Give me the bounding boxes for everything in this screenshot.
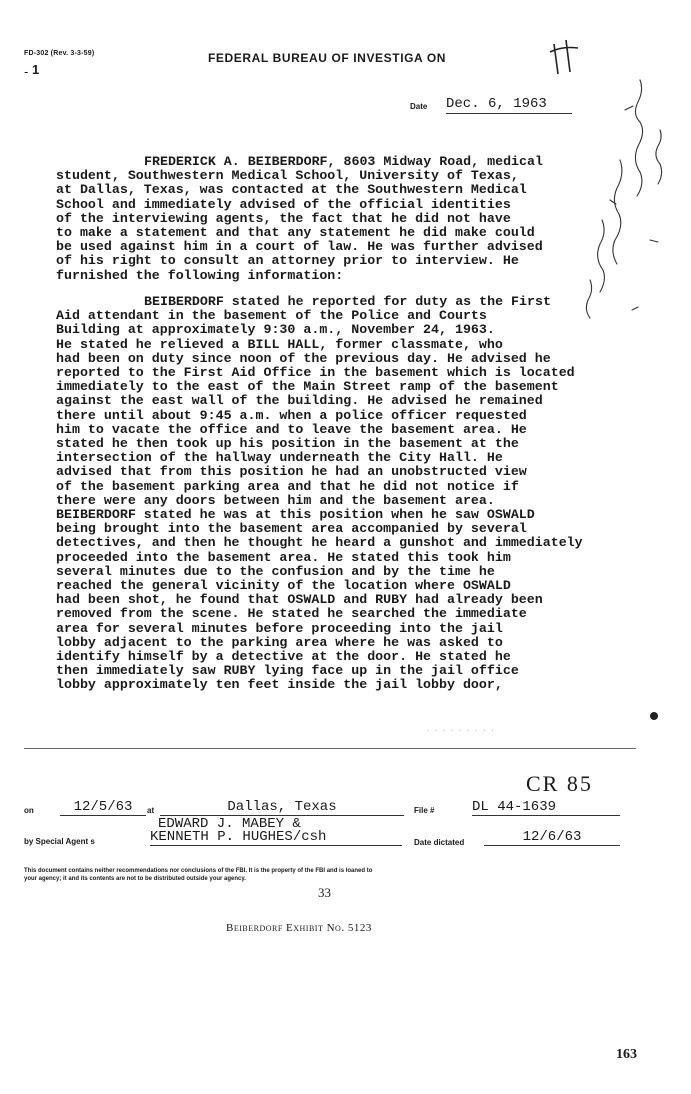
text-line: FREDERICK A. BEIBERDORF, 8603 Midway Road, medical [144, 154, 543, 169]
text-line: identify himself by a detective at the door. He stated he [56, 649, 511, 665]
agency-header: FEDERAL BUREAU OF INVESTIGA ON [208, 51, 447, 65]
text-line: to make a statement and that any statement he did make could [56, 225, 535, 241]
text-line: then immediately saw RUBY lying face up in the jail office [56, 663, 519, 679]
text-line: of his right to consult an attorney prior to interview. He [56, 253, 519, 269]
interview-date: 12/5/63 [60, 799, 146, 816]
date-dictated-label: Date dictated [414, 838, 465, 847]
at-label: at [147, 806, 155, 815]
text-line: had been on duty since noon of the previous day. He advised he [56, 350, 551, 366]
fbi-disclaimer [24, 867, 624, 883]
text-line: several minutes due to the confusion and by the time he [56, 563, 495, 579]
text-line: stated he then took up his position in the basement at the [56, 436, 519, 452]
on-label: on [24, 806, 34, 815]
text-line: of the interviewing agents, the fact that he did not have [56, 210, 511, 226]
divider-line [24, 748, 636, 749]
file-number: DL 44-1639 [472, 799, 620, 816]
interview-location: Dallas, Texas [160, 799, 404, 816]
text-line: furnished the following information: [56, 267, 344, 283]
file-label: File # [414, 806, 435, 815]
text-line: intersection of the hallway underneath the City Hall. He [56, 450, 503, 466]
exhibit-label: Beiberdorf Exhibit No. 5123 [226, 922, 372, 934]
handwritten-margin-notes [580, 70, 680, 370]
text-line: BEIBERDORF stated he reported for duty as the First [144, 294, 551, 309]
text-line: proceeded into the basement area. He stated this took him [56, 549, 511, 565]
form-number: FD-302 (Rev. 3-3-59) [24, 50, 95, 57]
disclaimer-line: This document contains neither recommendations nor conclusions of the FBI. It is the property of the FBI and is loaned to [24, 868, 373, 874]
date-label: Date [410, 102, 428, 111]
text-line: student, Southwestern Medical School, University of Texas, [56, 168, 519, 184]
text-line: lobby approximately ten feet inside the jail lobby door, [56, 677, 503, 693]
text-line: School and immediately advised of the official identities [56, 196, 511, 212]
text-line: removed from the scene. He stated he searched the immediate [56, 606, 527, 622]
text-line: detectives, and then he thought he heard a gunshot and immediately [56, 535, 583, 551]
form-dash: - [24, 64, 29, 79]
text-line: at Dallas, Texas, was contacted at the Southwestern Medical [56, 182, 527, 198]
text-line: reached the general vicinity of the location where OSWALD [56, 578, 511, 594]
handwritten-page-mark: 33 [318, 885, 331, 900]
text-line: be used against him in a court of law. He was further advised [56, 239, 543, 255]
handwritten-file-mark: CR 85 [526, 771, 593, 796]
text-line: advised that from this position he had an unobstructed view [56, 464, 527, 480]
text-line: BEIBERDORF stated he was at this position when he saw OSWALD [56, 507, 535, 523]
text-line: had been shot, he found that OSWALD and RUBY had already been [56, 592, 543, 608]
text-line: against the east wall of the building. He advised he remained [56, 393, 543, 409]
statement-paragraph-2 [56, 295, 616, 693]
text-line: He stated he relieved a BILL HALL, former classmate, who [56, 336, 503, 352]
disclaimer-line: your agency; it and its contents are not to be distributed outside your agency. [24, 876, 246, 882]
special-agent-label: by Special Agent s [24, 837, 95, 846]
handwritten-corner-mark [546, 36, 582, 76]
statement-paragraph-1 [56, 155, 616, 283]
agent-names-line-1: EDWARD J. MABEY & [158, 816, 301, 832]
text-line: being brought into the basement area accompanied by several [56, 521, 527, 537]
date-dictated-value: 12/6/63 [484, 829, 620, 846]
date-value: Dec. 6, 1963 [446, 96, 572, 114]
ink-dot [650, 712, 658, 720]
text-line: of the basement parking area and that he did not notice if [56, 478, 519, 494]
text-line: there were any doors between him and the basement area. [56, 492, 495, 508]
text-line: there until about 9:45 a.m. when a police officer requested [56, 407, 527, 423]
page-number: 163 [616, 1047, 637, 1062]
text-line: Aid attendant in the basement of the Police and Courts [56, 308, 487, 324]
text-line: reported to the First Aid Office in the basement which is located [56, 365, 575, 381]
page-index: 1 [32, 62, 40, 77]
text-line: area for several minutes before proceeding into the jail [56, 620, 503, 636]
text-line: immediately to the east of the Main Street ramp of the basement [56, 379, 559, 395]
text-line: him to vacate the office and to leave the basement area. He [56, 421, 527, 437]
faded-stamp: · · · · · · · · · [426, 725, 496, 736]
text-line: lobby adjacent to the parking area where he was asked to [56, 634, 503, 650]
agent-names-line-2: KENNETH P. HUGHES/csh [150, 829, 402, 846]
text-line: Building at approximately 9:30 a.m., November 24, 1963. [56, 322, 495, 338]
